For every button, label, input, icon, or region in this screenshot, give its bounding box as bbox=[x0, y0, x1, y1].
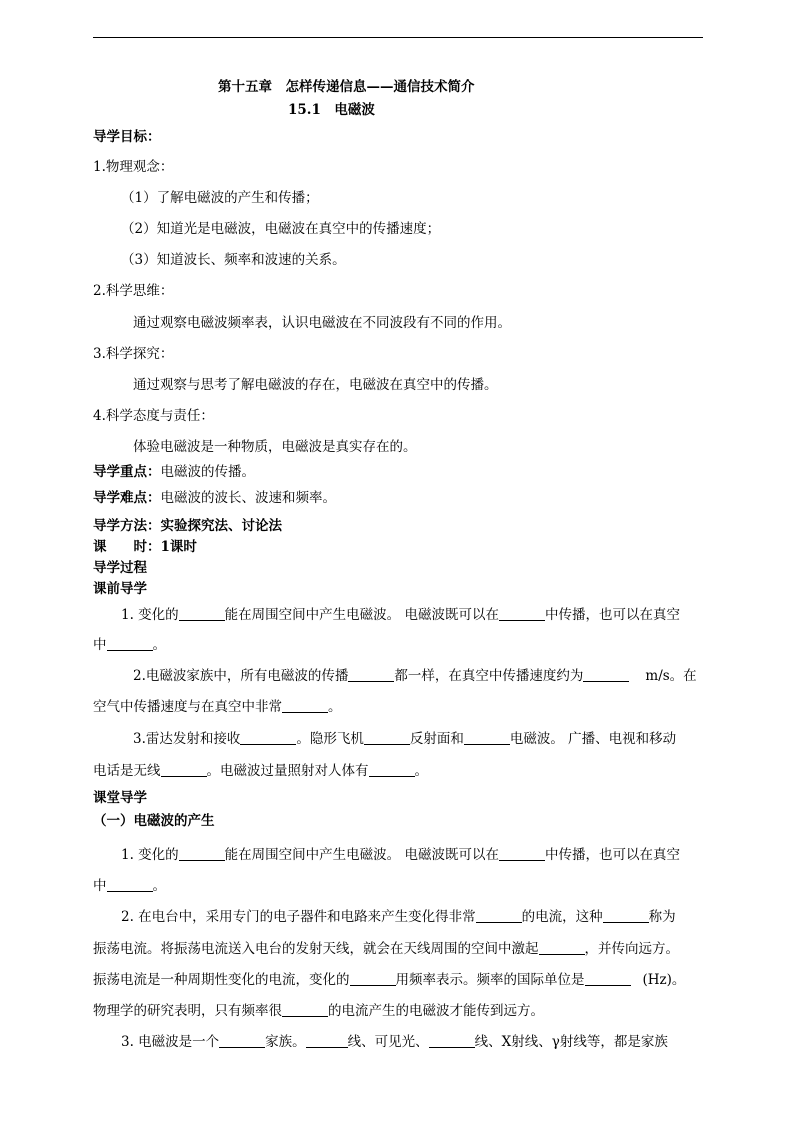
chapter-title: 第十五章 怎样传递信息——通信技术简介 bbox=[218, 79, 475, 95]
fill-blank[interactable] bbox=[348, 667, 394, 682]
difficulties bbox=[93, 489, 336, 507]
class-hours: 课 时：1课时 bbox=[93, 539, 197, 555]
objective-4: 4.科学态度与责任： bbox=[93, 408, 214, 424]
in-class-q2-line1: 2. 在电台中，采用专门的电子器件和电路来产生变化得非常 的电流，这种 称为 bbox=[121, 909, 676, 925]
fill-blank[interactable] bbox=[585, 971, 631, 986]
objective-1-sub-1: （1）了解电磁波的产生和传播； bbox=[121, 190, 319, 206]
objective-2: 2.科学思维： bbox=[93, 283, 174, 299]
in-class-q1-line2: 中 。 bbox=[93, 878, 166, 894]
fill-blank[interactable] bbox=[282, 1002, 328, 1017]
in-class-sub-heading: （一）电磁波的产生 bbox=[93, 813, 215, 829]
objective-1: 1.物理观念： bbox=[93, 159, 174, 175]
header-rule bbox=[93, 37, 703, 38]
fill-blank[interactable] bbox=[107, 877, 153, 892]
methods: 导学方法：实验探究法、讨论法 bbox=[93, 518, 282, 534]
pre-class-q2-line2: 空气中传播速度与在真空中非常 。 bbox=[93, 699, 342, 715]
fill-blank[interactable] bbox=[364, 730, 410, 745]
process-heading: 导学过程 bbox=[93, 560, 147, 576]
pre-class-q1-line1: 1. 变化的 能在周围空间中产生电磁波。 电磁波既可以在 中传播，也可以在真空 bbox=[121, 607, 680, 623]
fill-blank[interactable] bbox=[583, 667, 629, 682]
key-points-text: 电磁波的传播。 bbox=[160, 464, 255, 480]
in-class-q3-line1: 3. 电磁波是一个 家族。 线、可见光、 线、X射线、γ射线等，都是家族 bbox=[121, 1034, 668, 1050]
objective-1-sub-3: （3）知道波长、频率和波速的关系。 bbox=[121, 252, 346, 268]
in-class-q2-line3: 振荡电流是一种周期性变化的电流，变化的 用频率表示。频率的国际单位是 (Hz)。 bbox=[93, 972, 686, 988]
pre-class-q3-line2: 电话是无线 。电磁波过量照射对人体有 。 bbox=[93, 763, 428, 779]
fill-blank[interactable] bbox=[499, 846, 545, 861]
objective-1-sub-2: （2）知道光是电磁波，电磁波在真空中的传播速度； bbox=[121, 221, 441, 237]
fill-blank[interactable] bbox=[179, 846, 225, 861]
key-points-label: 导学重点： bbox=[93, 464, 161, 480]
objective-3-text: 通过观察与思考了解电磁波的存在，电磁波在真空中的传播。 bbox=[133, 377, 498, 393]
fill-blank[interactable] bbox=[179, 606, 225, 621]
fill-blank[interactable] bbox=[539, 940, 585, 955]
fill-blank[interactable] bbox=[350, 971, 396, 986]
difficulties-label: 导学难点： bbox=[93, 490, 161, 506]
pre-class-heading: 课前导学 bbox=[93, 581, 147, 597]
pre-class-q2-line1: 2.电磁波家族中，所有电磁波的传播 都一样，在真空中传播速度约为 m/s。在 bbox=[133, 668, 697, 684]
fill-blank[interactable] bbox=[240, 730, 296, 745]
pre-class-q1-line2: 中 。 bbox=[93, 637, 166, 653]
difficulties-text: 电磁波的波长、波速和频率。 bbox=[160, 490, 336, 506]
in-class-q2-line4: 物理学的研究表明，只有频率很 的电流产生的电磁波才能传到远方。 bbox=[93, 1003, 544, 1019]
objective-4-text: 体验电磁波是一种物质，电磁波是真实存在的。 bbox=[133, 439, 417, 455]
in-class-q2-line2: 振荡电流。将振荡电流送入电台的发射天线，就会在天线周围的空间中激起 ，并传向远方。 bbox=[93, 941, 679, 957]
fill-blank[interactable] bbox=[282, 698, 328, 713]
fill-blank[interactable] bbox=[476, 908, 522, 923]
key-points bbox=[93, 463, 255, 481]
fill-blank[interactable] bbox=[107, 636, 153, 651]
in-class-q1-line1: 1. 变化的 能在周围空间中产生电磁波。 电磁波既可以在 中传播，也可以在真空 bbox=[121, 847, 680, 863]
section-title: 15.1 电磁波 bbox=[288, 102, 375, 118]
fill-blank[interactable] bbox=[603, 908, 649, 923]
fill-blank[interactable] bbox=[161, 762, 207, 777]
fill-blank[interactable] bbox=[306, 1033, 348, 1048]
objective-3: 3.科学探究： bbox=[93, 346, 174, 362]
in-class-heading: 课堂导学 bbox=[93, 790, 147, 806]
fill-blank[interactable] bbox=[499, 606, 545, 621]
fill-blank[interactable] bbox=[464, 730, 510, 745]
objective-2-text: 通过观察电磁波频率表，认识电磁波在不同波段有不同的作用。 bbox=[133, 315, 511, 331]
fill-blank[interactable] bbox=[369, 762, 415, 777]
fill-blank[interactable] bbox=[429, 1033, 475, 1048]
objectives-heading: 导学目标： bbox=[93, 129, 161, 145]
pre-class-q3-line1: 3.雷达发射和接收 。隐形飞机 反射面和 电磁波。 广播、电视和移动 bbox=[133, 731, 677, 747]
fill-blank[interactable] bbox=[219, 1033, 265, 1048]
